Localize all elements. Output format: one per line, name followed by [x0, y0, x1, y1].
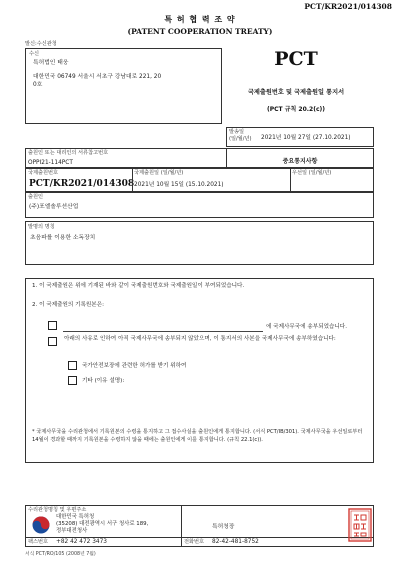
invention-value: 초음파를 이용한 소독장치	[30, 235, 96, 241]
phone-value: 82-42-481-8752	[212, 539, 259, 545]
invention-box	[25, 221, 374, 265]
phone-label: 전화번호	[184, 539, 205, 545]
filing-date-value: 2021년 10월 15일 (15.10.2021)	[134, 182, 224, 188]
recipient-address: 대한민국 06749 서울시 서초구 강남대로 221, 20 0호	[33, 74, 162, 88]
option-transmitted-suffix: 에 국제사무국에 송부되었습니다.	[266, 324, 347, 330]
official-seal-stamp	[348, 508, 372, 542]
sender-label: 발신:수신관청	[25, 41, 57, 47]
option-transmitted-checkbox[interactable]	[48, 321, 57, 330]
filing-date-label: 국제출원일 (일/월/년)	[134, 170, 184, 176]
sub-option-security-checkbox[interactable]	[68, 361, 77, 370]
office-address-1: (35208) 대전광역시 서구 청사로 189,	[56, 521, 149, 527]
dispatch-date-value: 2021년 10월 27일 (27.10.2021)	[261, 135, 351, 141]
form-code: 서식 PCT/RO/105 (2008년 7월)	[25, 552, 96, 557]
application-number: PCT/KR2021/014308	[29, 179, 135, 189]
footnote-text: * 국제사무국을 수리관청에서 기록원본의 수령을 통지하고 그 접수사실을 출원인에게 통지합니다. (서식 PCT/IB/301). 국제사무국을 우선일로부터 14월이 경과할 때까지 기록원본을 수령하지 않을 때에는 출원인에게 이를 통지합니다. (규칙 22.1(c)).	[32, 429, 363, 443]
application-row	[25, 168, 374, 192]
officer-title: 특허청장	[212, 524, 235, 530]
recipient-name: 특허법인 태웅	[33, 60, 69, 66]
fax-value: +82 42 472 3473	[56, 539, 107, 545]
applicant-value: (주)포엘솔루션산업	[29, 204, 79, 210]
reference-value: OPPI21-114PCT	[28, 160, 73, 166]
item-1-text: 1. 이 국제출원은 위에 기재된 바와 같이 국제출원번호와 국제출원일이 부여되었습니다.	[32, 283, 245, 289]
applicant-box	[25, 192, 374, 218]
sub-option-other-checkbox[interactable]	[68, 376, 77, 385]
office-name: 대한민국 특허청	[56, 514, 95, 520]
sub-option-security-text: 국가안전보장에 관련한 허가를 받기 위하여	[82, 363, 187, 369]
invention-label: 발명의 명칭	[28, 224, 55, 230]
item-2-lead: 2. 이 국제출원의 기록원본은:	[32, 302, 104, 308]
application-number-label: 국제출원번호	[28, 170, 59, 176]
priority-date-label: 우선일 (일/월/년)	[292, 170, 332, 176]
office-label: 수리관청명칭 및 우편주소	[28, 507, 87, 513]
recipient-to-label: 수신	[29, 51, 40, 57]
footer-box	[25, 505, 374, 547]
important-notice: 중요통지사항	[282, 158, 318, 165]
form-title: 국제출원번호 및 국제출원일 통지서	[247, 89, 345, 96]
header-doc-number: PCT/KR2021/014308	[304, 2, 392, 11]
dispatch-date-box	[226, 127, 374, 147]
reference-label: 출원인 또는 대리인의 서류참고번호	[28, 150, 109, 156]
form-rule: (PCT 규칙 20.2(c))	[267, 106, 325, 113]
treaty-title-english: (PATENT COOPERATION TREATY)	[127, 27, 273, 36]
applicant-label: 출원인	[28, 194, 44, 200]
main-body-box	[25, 278, 374, 463]
option-transmitted-date-line	[63, 331, 263, 332]
pct-title: PCT	[274, 48, 318, 70]
dispatch-label-sub: (일/월/년)	[229, 136, 252, 142]
option-not-transmitted-text: 아래의 사유로 인하여 아직 국제사무국에 송부되지 않았으며, 이 통지서의 사본을 국제사무국에 송부하였습니다:	[64, 336, 336, 342]
sub-option-other-text: 기타 (이유 설명):	[82, 378, 125, 384]
office-address-2: 정부대전청사	[56, 528, 88, 534]
kipo-logo-icon	[32, 516, 50, 534]
recipient-box	[25, 48, 222, 124]
reference-box	[25, 148, 374, 168]
fax-label: 팩스번호	[28, 539, 49, 545]
treaty-title-korean: 특 허 협 력 조 약	[164, 15, 236, 24]
option-not-transmitted-checkbox[interactable]	[48, 337, 57, 346]
dispatch-label: 발송일	[229, 129, 245, 135]
